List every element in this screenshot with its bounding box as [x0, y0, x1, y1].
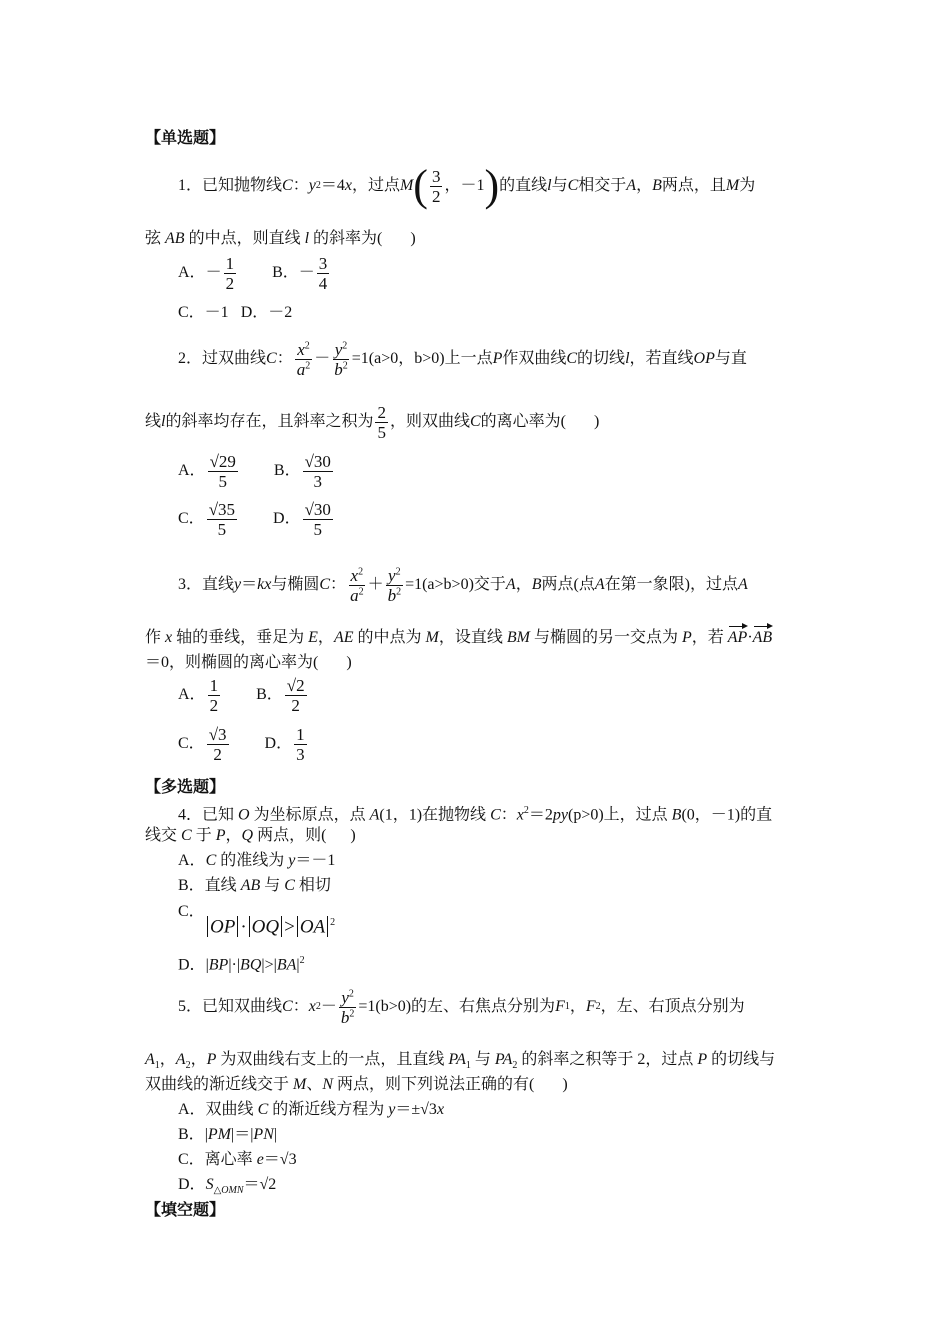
q3-options-cd: [178, 725, 309, 764]
q1-options-ab: [178, 254, 331, 293]
q1-line1: 1． 已知抛物线 C ： y 2 ＝4 x ，过点 M ( 3 2 ，－1 ) 的直线 l 与 C 相交于 A ， B 两点，且 M 为: [178, 161, 756, 210]
q4-line1: 4．已知 O 为坐标原点，点 A(1，1)在抛物线 C：$x^2=2py(p>0)$上，过点 B(0，－1)的直: [178, 805, 773, 824]
q1-option-a[interactable]: A．－ $\frac{1}{2}$: [178, 254, 235, 293]
q2-option-d[interactable]: D． $\frac{√30}{5}$: [273, 500, 331, 539]
q4-option-a[interactable]: A．C 的准线为 y＝－1: [178, 852, 336, 869]
q2-option-a[interactable]: A． $\frac{√29}{5}$: [178, 452, 236, 491]
q2-options-cd: [178, 500, 335, 539]
q3-option-d[interactable]: D． $\frac{1}{3}$: [264, 725, 305, 764]
q5-option-b[interactable]: B．|PM|＝|PN|: [178, 1126, 278, 1143]
section-multi-choice: 【多选题】: [145, 777, 226, 796]
q3-options-ab: [178, 676, 309, 715]
q2-line2: 线 l 的斜率均存在，且斜率之积为 2 5 ，则双曲线 C 的离心率为( ): [145, 402, 600, 442]
q4-line2: 线交 C 于 P，Q 两点，则( ): [145, 827, 356, 844]
q2-line1: 2． 过双曲线 C ： $x^2$ $a^2$ － $\frac{y^2}{b^2}$ =1(a>0，b>0)上一点 P 作双曲线 C 的切线 l ，若直线 OP 与直: [178, 339, 747, 379]
q3-option-b[interactable]: B． $\frac{√2}{2}$: [256, 676, 305, 715]
q5-line2: $A_1$，$A_2$，P 为双曲线右支上的一点，且直线 $PA_1$ 与 $PA_2$ 的斜率之积等于 2，过点 P 的切线与: [145, 1051, 776, 1072]
q1-option-b[interactable]: B．－ $\frac{3}{4}$: [272, 254, 328, 293]
q1-option-c[interactable]: C．－1: [178, 304, 229, 321]
q3-option-a[interactable]: A． $\frac{1}{2}$: [178, 676, 219, 715]
q5-option-a[interactable]: A．双曲线 C 的渐近线方程为 y＝±√3x: [178, 1101, 445, 1118]
q2-option-c[interactable]: C． $\frac{√35}{5}$: [178, 500, 236, 539]
q3-option-c[interactable]: C． $\frac{√3}{2}$: [178, 725, 227, 764]
q4-option-d[interactable]: D．$|BP|\cdot|BQ|>|BA|^2$: [178, 955, 305, 974]
q3-line2: 作 x 轴的垂线，垂足为 E，AE 的中点为 M，设直线 BM 与椭圆的另一交点为 P，若 AP·AB: [145, 629, 773, 646]
q2-options-ab: [178, 452, 335, 491]
q3-line3: ＝0，则椭圆的离心率为( ): [145, 654, 352, 671]
section-single-choice: 【单选题】: [145, 128, 226, 147]
q1-option-d[interactable]: D．－2: [240, 304, 293, 321]
q4-option-b[interactable]: B．直线 AB 与 C 相切: [178, 877, 331, 894]
q3-line1: 3． 直线 y ＝ kx 与椭圆 C ： $x^2$ $a^2$ ＋ $\frac{y^2}{b^2}$ =1(a>b>0)交于 A ， B 两点(点 A 在第一象限)，过点 A: [178, 565, 748, 605]
q2-option-b[interactable]: B． $\frac{√30}{3}$: [273, 452, 331, 491]
q5-line3: 双曲线的渐近线交于 M、N 两点，则下列说法正确的有( ): [145, 1076, 568, 1093]
q4-option-c-label[interactable]: C．: [178, 903, 205, 920]
section-fill-in: 【填空题】: [145, 1200, 226, 1219]
q1-options-cd: [178, 303, 292, 323]
q4-option-c-expr: OP · OQ > OA $^2$: [205, 910, 335, 940]
q1-line2: 弦 AB 的中点，则直线 l 的斜率为( ): [145, 230, 416, 247]
q5-option-d[interactable]: D．$S_{\triangle OMN}=√2$: [178, 1176, 277, 1197]
q5-line1: 5． 已知双曲线 C ： x 2 － $\frac{y^2}{b^2}$ =1(b>0)的左、右焦点分别为 F 1 ， F 2 ，左、右顶点分别为: [178, 987, 745, 1027]
q5-option-c[interactable]: C．离心率 e＝√3: [178, 1151, 297, 1168]
